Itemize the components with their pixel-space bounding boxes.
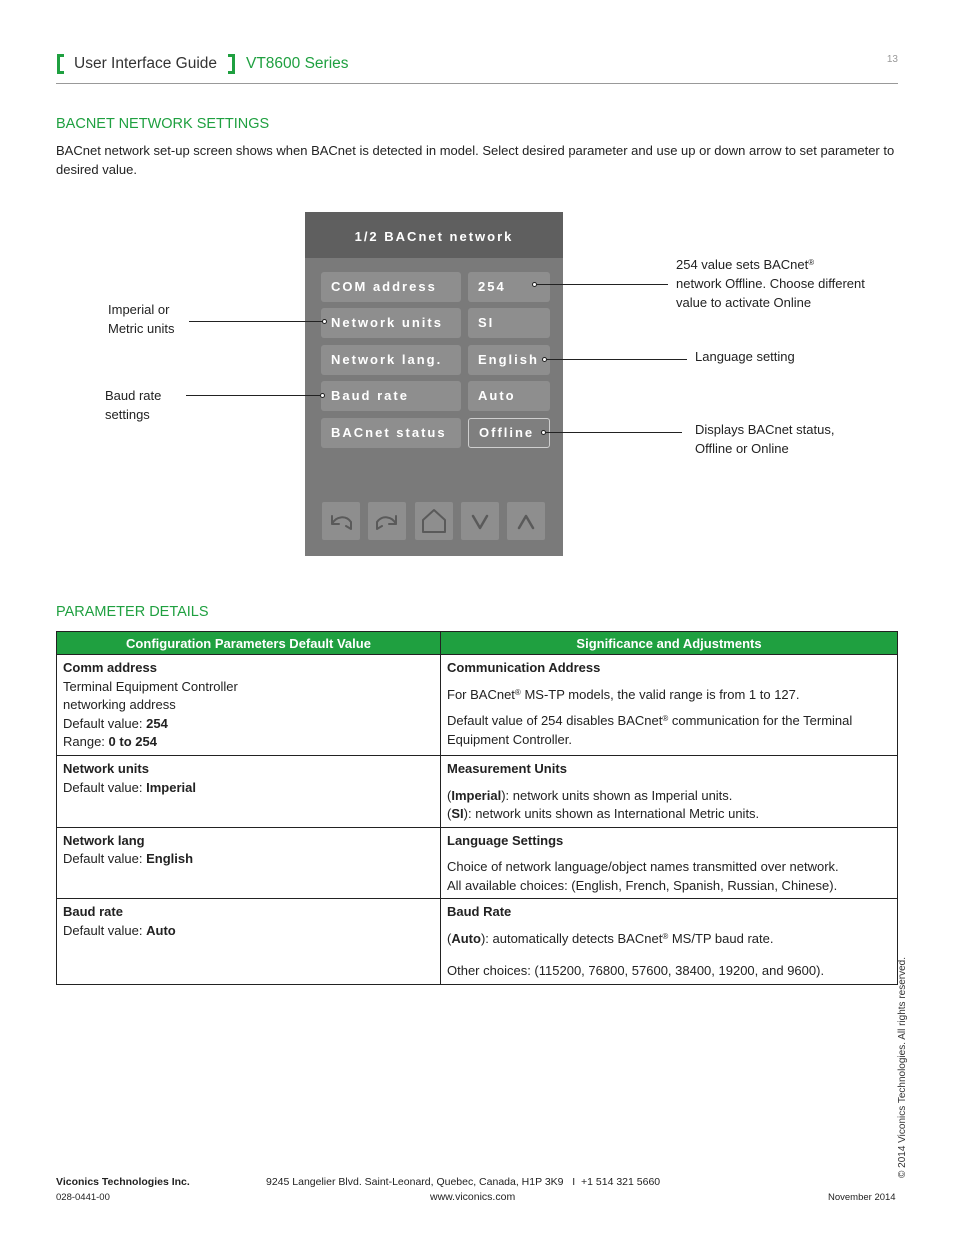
callout-imperial-line2: Metric units (108, 321, 175, 336)
network-lang-value-button[interactable]: English (468, 345, 550, 375)
callout-com-line3: value to activate Online (676, 295, 812, 310)
table-cell (441, 756, 898, 828)
table-cell (441, 899, 898, 985)
table-cell (57, 899, 441, 985)
sig-text: (Imperial): network units shown as Imperial units. (447, 787, 733, 803)
bacnet-intro-text: BACnet network set-up screen shows when BACnet is detected in model. Select desired parameter and use up or down arrow to set parameter to desired value. (56, 143, 895, 177)
table-cell (57, 756, 441, 828)
sig-title: Communication Address (447, 660, 601, 675)
param-default: Default value: 254 (63, 715, 168, 731)
table-row (57, 899, 898, 985)
param-default: Default value: Imperial (63, 779, 196, 795)
baud-rate-value-button[interactable]: Auto (468, 381, 550, 411)
header-guide-title: User Interface Guide (74, 55, 218, 72)
callout-com-line1: 254 value sets BACnet® (676, 257, 815, 272)
home-icon[interactable] (415, 502, 453, 540)
footer-date: November 2014 (828, 1192, 896, 1203)
table-row (57, 756, 898, 828)
sig-title: Language Settings (447, 832, 564, 848)
callout-imperial-dot (322, 319, 327, 324)
callout-baud-dot (320, 393, 325, 398)
column-header-config: Configuration Parameters Default Value (57, 632, 441, 655)
callout-lang-text: Language setting (695, 349, 795, 364)
header-bracket-right (228, 54, 235, 74)
sig-text: (SI): network units shown as International Metric units. (447, 806, 760, 821)
callout-com-line2: network Offline. Choose different (676, 276, 865, 291)
sig-text: (Auto): automatically detects BACnet® MS/TP baud rate. (447, 930, 774, 946)
callout-baud-text (105, 386, 161, 424)
sig-title: Measurement Units (447, 761, 567, 776)
callout-status-line1: Displays BACnet status, (695, 422, 835, 437)
bacnet-status-button[interactable]: BACnet status (321, 418, 461, 448)
param-range: Range: 0 to 254 (63, 734, 157, 749)
footer-address: 9245 Langelier Blvd. Saint-Leonard, Quebec, Canada, H1P 3K9 I +1 514 321 5660 (266, 1176, 661, 1188)
param-default: Default value: English (63, 851, 194, 866)
table-row (57, 655, 898, 756)
table-cell (441, 655, 898, 756)
network-lang-button[interactable]: Network lang. (321, 345, 461, 375)
com-address-button[interactable]: COM address (321, 272, 461, 302)
sig-text: Default value of 254 disables BACnet® communication for the Terminal Equipment Controller. (447, 713, 853, 747)
arrow-up-icon[interactable] (507, 502, 545, 540)
table-row (57, 827, 898, 899)
sig-title: Baud Rate (447, 904, 512, 919)
header-series-title: VT8600 Series (246, 55, 349, 72)
param-name: Network lang (63, 832, 145, 848)
network-units-value-button[interactable]: SI (468, 308, 550, 338)
bacnet-section-title: BACNET NETWORK SETTINGS (56, 116, 270, 132)
param-default: Default value: Auto (63, 922, 176, 938)
callout-com-line (536, 284, 668, 285)
footer-company: Viconics Technologies Inc. (56, 1176, 190, 1188)
header-bracket-left (57, 54, 64, 74)
sig-text: All available choices: (English, French, Spanish, Russian, Chinese). (447, 877, 838, 893)
callout-imperial-text (108, 300, 174, 338)
arrow-down-icon[interactable] (461, 502, 499, 540)
parameter-section-title: PARAMETER DETAILS (56, 604, 209, 620)
callout-status-text (695, 420, 834, 458)
table-cell (441, 827, 898, 899)
param-name: Baud rate (63, 904, 123, 919)
param-desc: Terminal Equipment Controller (63, 678, 238, 694)
header-divider (56, 83, 898, 84)
back-icon[interactable] (322, 502, 360, 540)
callout-baud-line1: Baud rate (105, 388, 162, 403)
sig-text: For BACnet® MS-TP models, the valid range is from 1 to 127. (447, 686, 800, 702)
device-screen-title: 1/2 BACnet network (305, 212, 563, 258)
baud-rate-button[interactable]: Baud rate (321, 381, 461, 411)
sig-text: Choice of network language/object names transmitted over network. (447, 859, 839, 874)
network-units-button[interactable]: Network units (321, 308, 461, 338)
callout-lang-line (546, 359, 687, 360)
callout-imperial-line (189, 321, 324, 322)
footer-website[interactable]: www.viconics.com (430, 1191, 516, 1203)
bacnet-status-value-button[interactable]: Offline (468, 418, 550, 448)
table-cell (57, 827, 441, 899)
page-number: 13 (886, 54, 898, 65)
parameter-table (56, 631, 898, 985)
sig-text: Other choices: (115200, 76800, 57600, 38400, 19200, and 9600). (447, 963, 825, 978)
table-cell (57, 655, 441, 756)
callout-status-line (545, 432, 682, 433)
forward-icon[interactable] (368, 502, 406, 540)
callout-status-line2: Offline or Online (695, 441, 789, 456)
param-name: Comm address (63, 660, 157, 675)
param-desc: networking address (63, 697, 176, 712)
param-name: Network units (63, 761, 149, 776)
footer-copyright: © 2014 Viconics Technologies. All rights reserved. (897, 956, 908, 1178)
callout-imperial-line1: Imperial or (108, 302, 170, 317)
column-header-significance: Significance and Adjustments (441, 632, 898, 655)
footer-doc-number: 028-0441-00 (56, 1192, 110, 1203)
com-address-value-button[interactable]: 254 (468, 272, 550, 302)
callout-com-text (676, 255, 865, 312)
callout-baud-line (186, 395, 323, 396)
callout-baud-line2: settings (105, 407, 150, 422)
